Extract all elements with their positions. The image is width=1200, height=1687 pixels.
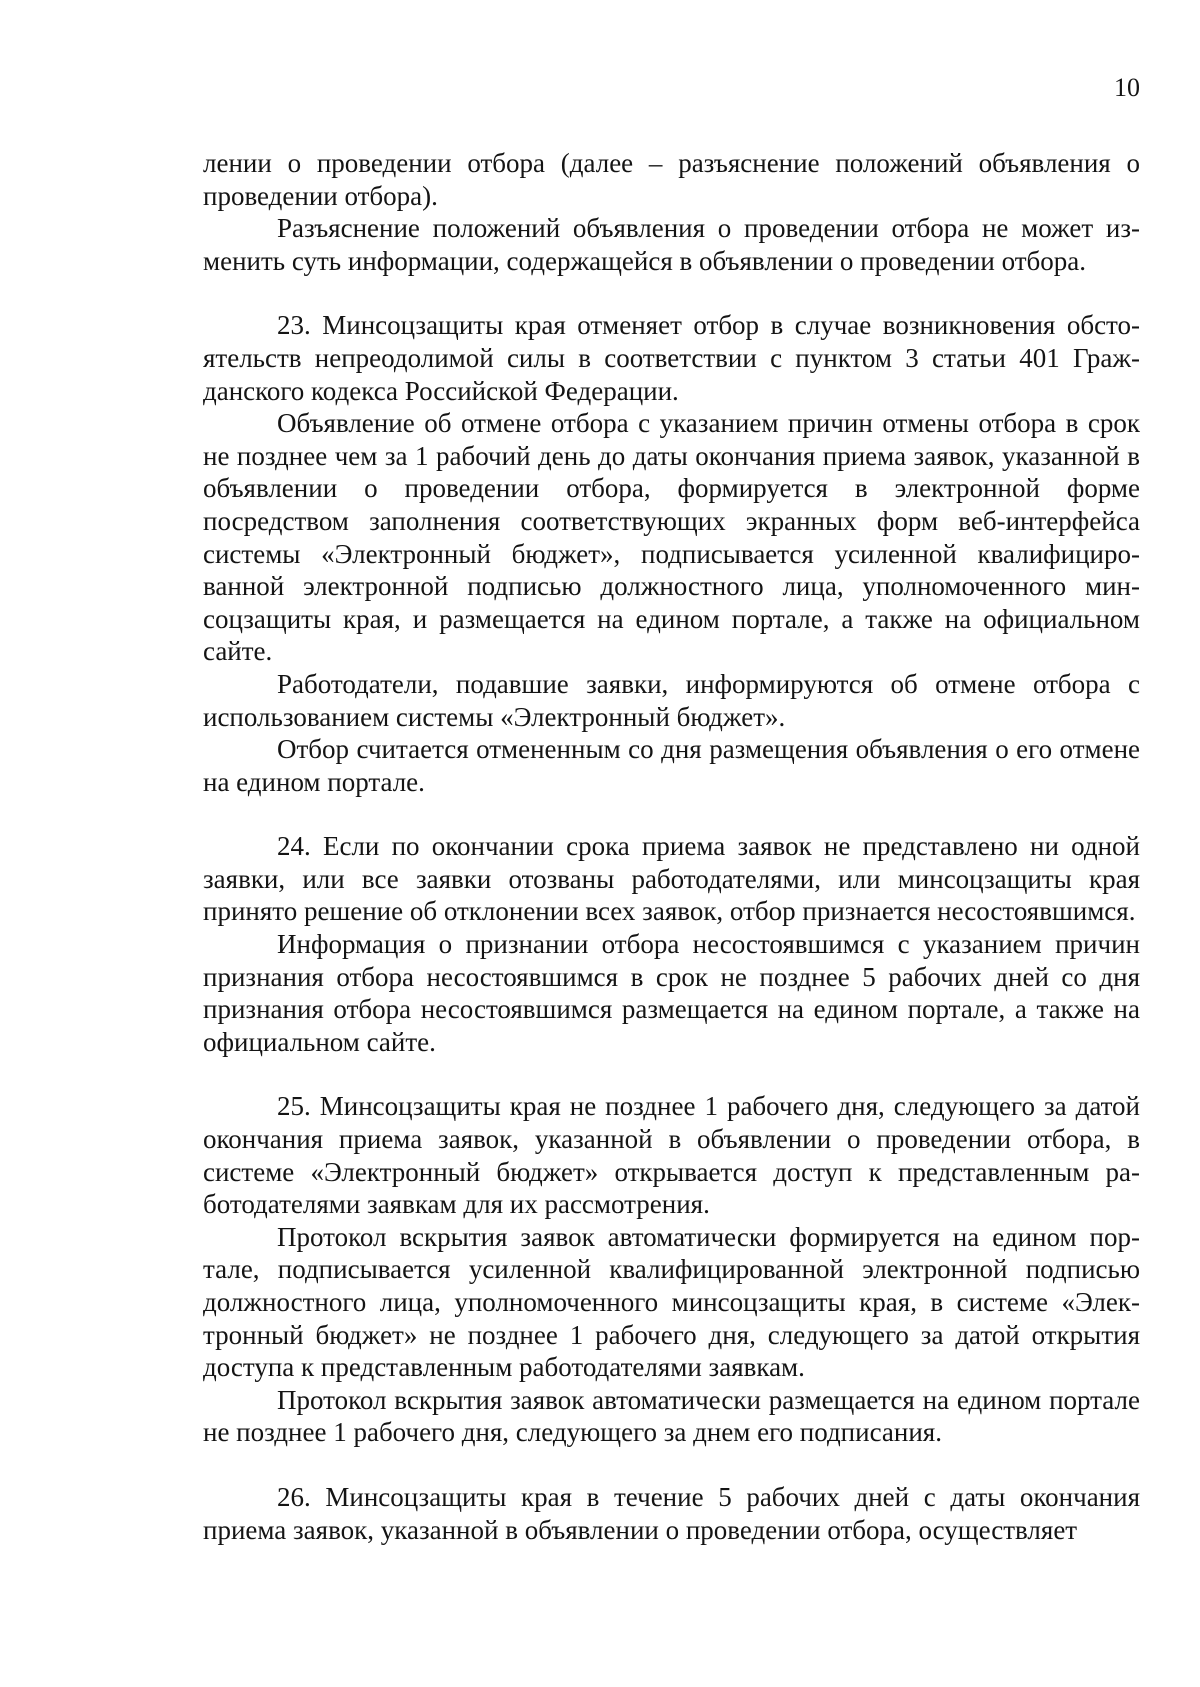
section-gap — [203, 277, 1140, 309]
paragraph: лении о проведении отбора (далее – разъяснение положений объявления о проведении отбора). — [203, 148, 1140, 211]
paragraph: Разъяснение положений объявления о проведении отбора не может изменить суть информации, содержащейся в объявлении о проведении отбора. — [203, 213, 1140, 276]
paragraph: 23. Минсоцзащиты края отменяет отбор в случае возникновения обстоятельств непреодолимой силы в соответствии с пунктом 3 статьи 401 Гражданского кодекса Российской Федерации. — [203, 310, 1140, 406]
page-number: 10 — [1114, 73, 1140, 102]
paragraph: Объявление об отмене отбора с указанием причин отмены отбора в срок не позднее чем за 1 рабочий день до даты окончания приема заявок, указанной в объявлении о проведении отбора, формируется в электронной форме посредством заполнения соответствующих экранных форм веб-интерфейса системы «Электронный бюджет», подписывается усиленной квалифицированной электронной подписью должностного лица, уполномоченного минсоцзащиты края, и размещается на едином портале, а также на официальном сайте. — [203, 408, 1140, 667]
paragraph: Работодатели, подавшие заявки, информируются об отмене отбора с использованием системы «Электронный бюджет». — [203, 668, 1140, 732]
paragraph: Протокол вскрытия заявок автоматически размещается на едином портале не позднее 1 рабочего дня, следующего за днем его подписания. — [203, 1384, 1140, 1448]
document-body — [203, 147, 1140, 1546]
section-gap — [203, 1449, 1140, 1481]
paragraph: Отбор считается отмененным со дня размещения объявления о его отмене на едином портале. — [203, 734, 1140, 797]
section-gap — [203, 798, 1140, 830]
paragraph: 25. Минсоцзащиты края не позднее 1 рабочего дня, следующего за датой окончания приема заявок, указанной в объявлении о проведении отбора, в системе «Электронный бюджет» открывается доступ к представленным работодателями заявкам для их рассмотрения. — [203, 1091, 1140, 1220]
paragraph: Протокол вскрытия заявок автоматически формируется на едином портале, подписывается усиленной квалифицированной электронной подписью должностного лица, уполномоченного минсоцзащиты края, в системе «Электронный бюджет» не позднее 1 рабочего дня, следующего за датой открытия доступа к представленным работодателями заявкам. — [203, 1221, 1140, 1383]
paragraph: 26. Минсоцзащиты края в течение 5 рабочих дней с даты окончания приема заявок, указанной в объявлении о проведении отбора, осуществляет — [203, 1481, 1140, 1545]
section-gap — [203, 1058, 1140, 1090]
paragraph: 24. Если по окончании срока приема заявок не представлено ни одной заявки, или все заявки отозваны работодателями, или минсоцзащиты края принято решение об отклонении всех заявок, отбор признается несостоявшимся. — [203, 831, 1140, 927]
paragraph: Информация о признании отбора несостоявшимся с указанием причин признания отбора несостоявшимся в срок не позднее 5 рабочих дней со дня признания отбора несостоявшимся размещается на едином портале, а также на официальном сайте. — [203, 929, 1140, 1057]
